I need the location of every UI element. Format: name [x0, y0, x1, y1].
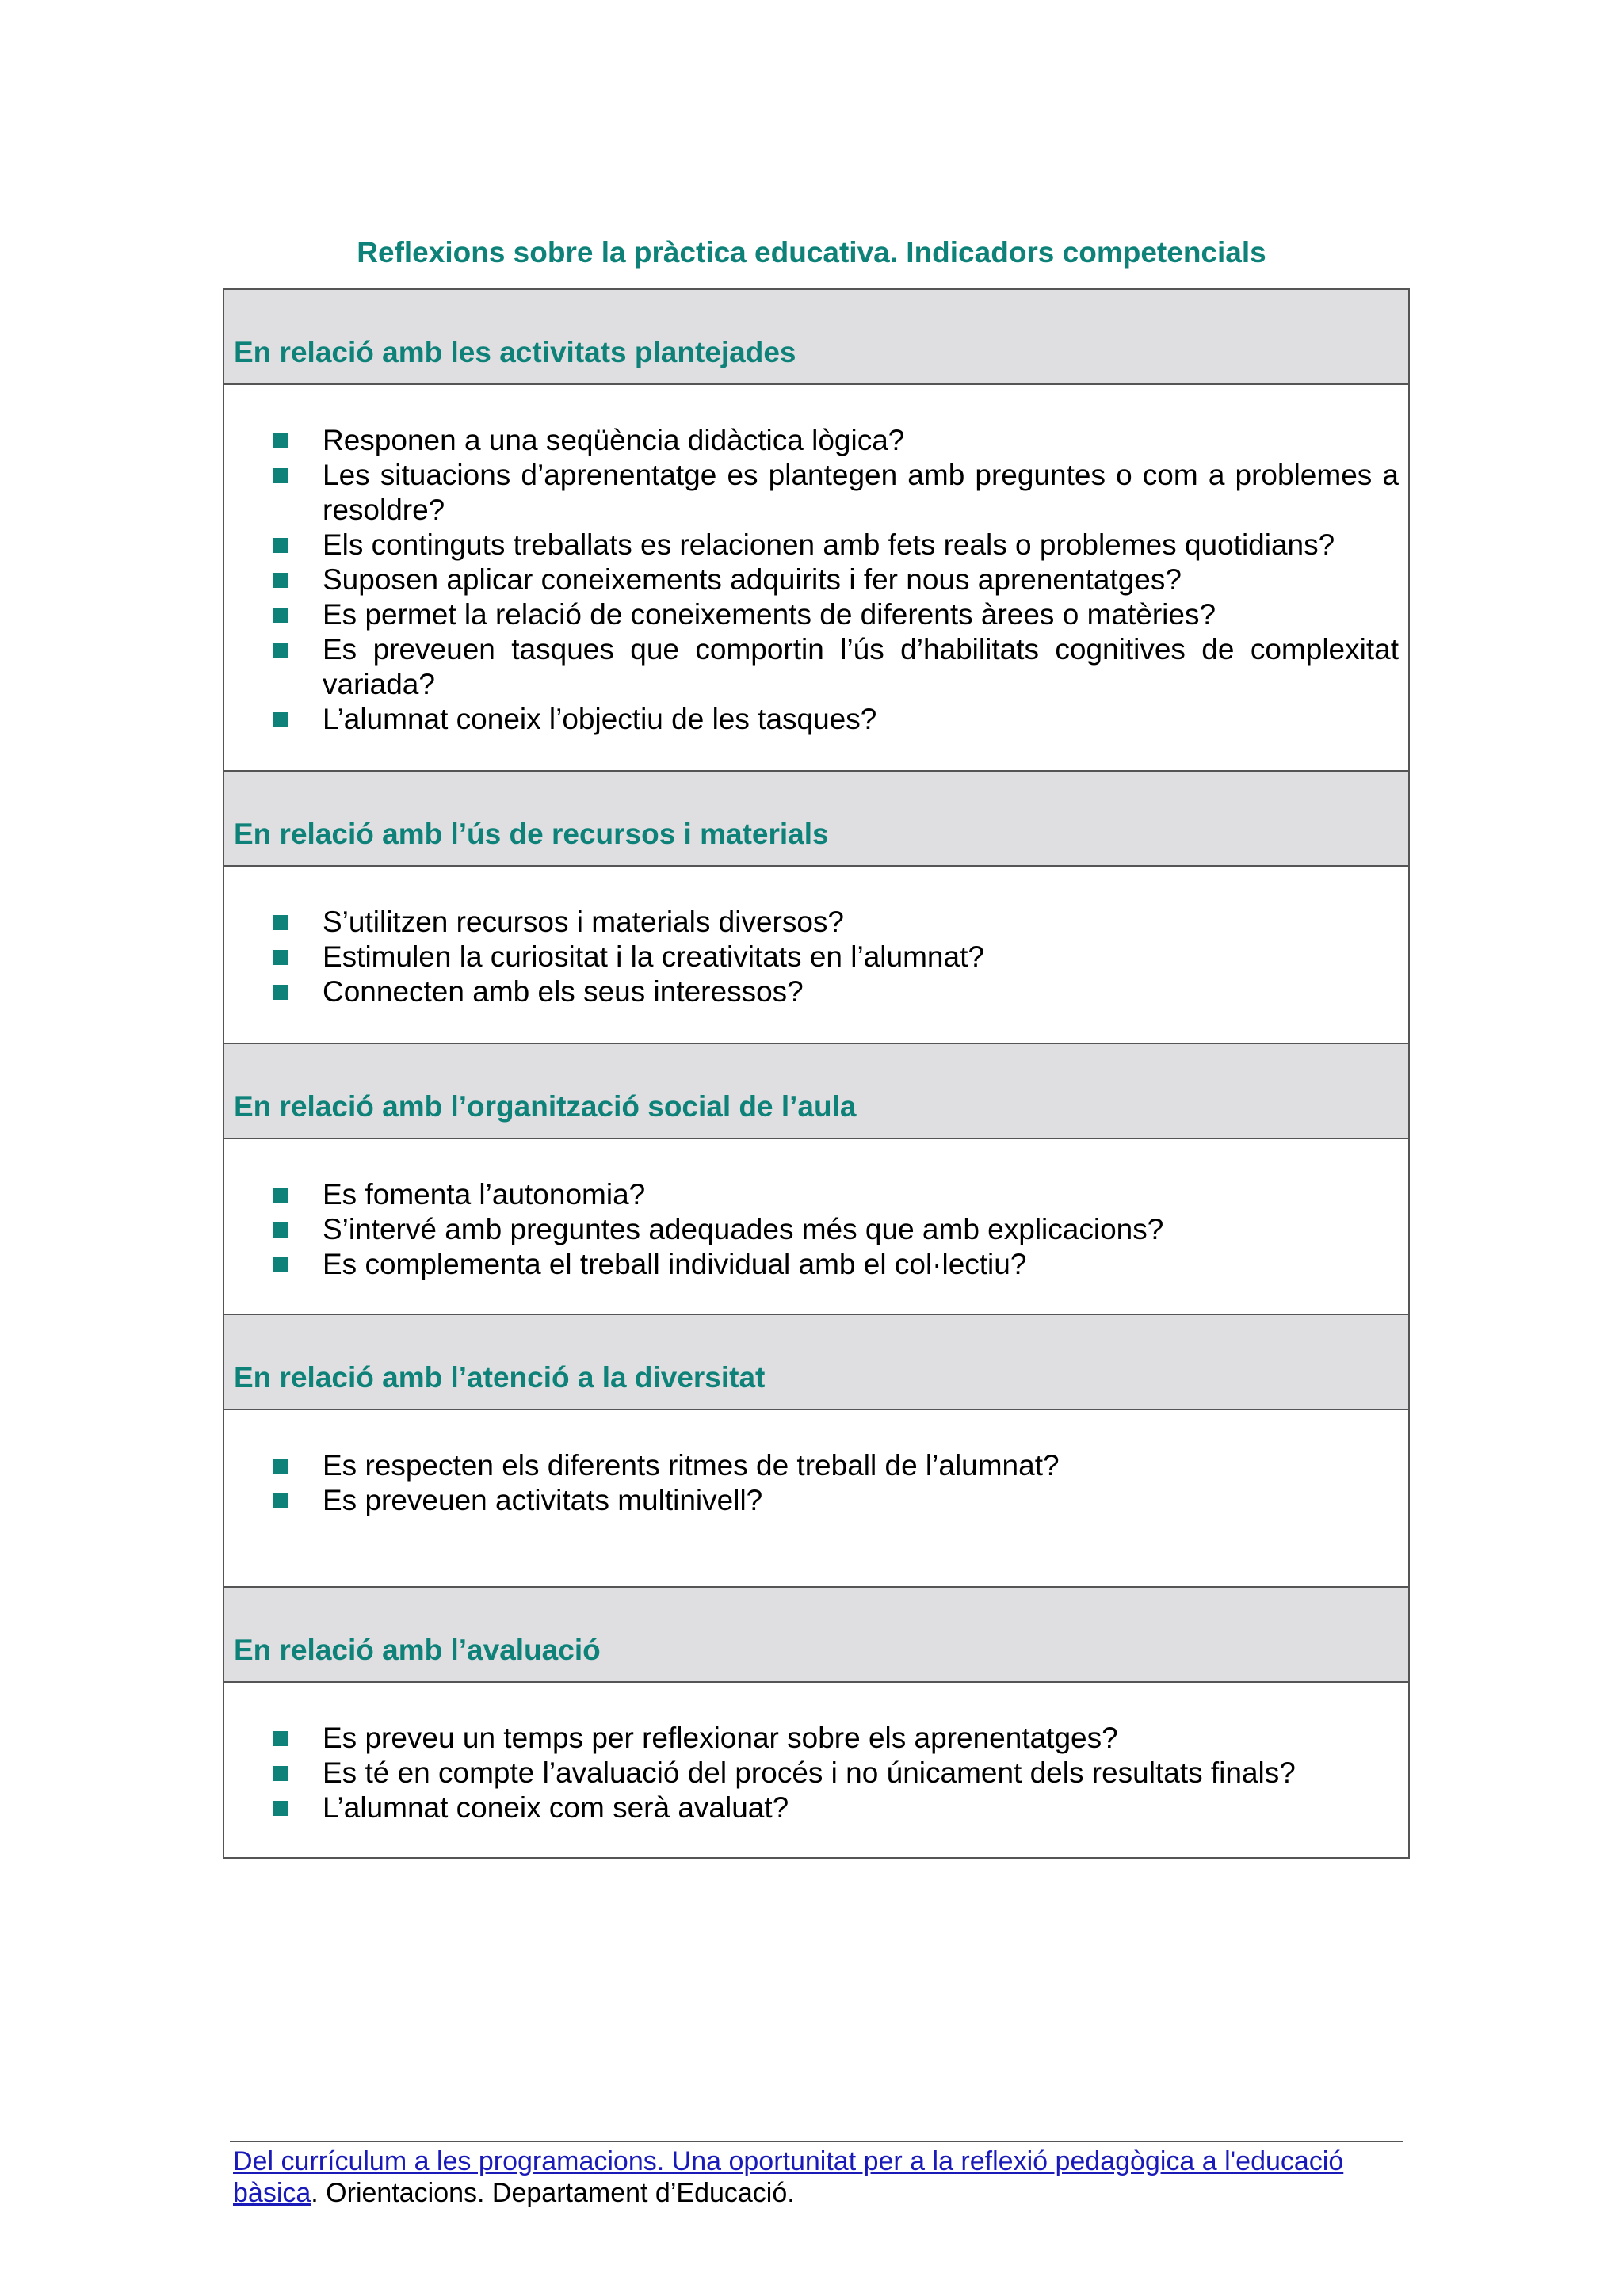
list-item — [224, 905, 1399, 940]
item-text: Connecten amb els seus interessos? — [323, 975, 804, 1008]
item-text: Es fomenta l’autonomia? — [323, 1178, 646, 1211]
list-item — [224, 597, 1399, 632]
item-text: S’utilitzen recursos i materials diversos? — [323, 906, 845, 938]
list-item — [224, 1483, 1399, 1518]
list-item — [224, 974, 1399, 1009]
item-text: L’alumnat coneix l’objectiu de les tasques? — [323, 703, 877, 735]
list-item — [224, 563, 1399, 597]
square-bullet-icon — [273, 573, 288, 588]
section-heading-diversitat: En relació amb l’atenció a la diversitat — [224, 1315, 1408, 1410]
item-text: L’alumnat coneix com serà avaluat? — [323, 1791, 789, 1824]
square-bullet-icon — [273, 1459, 288, 1474]
indicator-list — [224, 1448, 1399, 1518]
section-body-organitzacio — [224, 1139, 1408, 1315]
list-item — [224, 940, 1399, 974]
square-bullet-icon — [273, 950, 288, 965]
footer-link[interactable]: Del currículum a les programacions. Una oportunitat per a la reflexió pedagògica a l'educació bàsica — [233, 2146, 1344, 2208]
square-bullet-icon — [273, 712, 288, 727]
indicator-list — [224, 905, 1399, 1009]
footer-suffix: . Orientacions. Departament d’Educació. — [311, 2178, 795, 2208]
square-bullet-icon — [273, 985, 288, 1000]
item-text: Suposen aplicar coneixements adquirits i fer nous aprenentatges? — [323, 563, 1182, 596]
list-item — [224, 1177, 1399, 1212]
item-text: Responen a una seqüència didàctica lògica? — [323, 424, 905, 456]
list-item — [224, 458, 1399, 528]
list-item — [224, 423, 1399, 458]
square-bullet-icon — [273, 1493, 288, 1508]
list-item — [224, 1212, 1399, 1247]
list-item — [224, 1756, 1399, 1791]
item-text: Es preveuen tasques que comportin l’ús d’habilitats cognitives de complexitat variada? — [323, 633, 1399, 700]
list-item — [224, 702, 1399, 737]
item-text: Es respecten els diferents ritmes de treball de l’alumnat? — [323, 1449, 1060, 1482]
list-item — [224, 1448, 1399, 1483]
indicator-list — [224, 1721, 1399, 1825]
square-bullet-icon — [273, 1801, 288, 1816]
item-text: Es preveu un temps per reflexionar sobre els aprenentatges? — [323, 1722, 1118, 1754]
item-text: Els continguts treballats es relacionen amb fets reals o problemes quotidians? — [323, 528, 1335, 561]
indicator-list — [224, 1177, 1399, 1282]
square-bullet-icon — [273, 433, 288, 448]
section-heading-organitzacio: En relació amb l’organització social de l’aula — [224, 1044, 1408, 1139]
item-text: Les situacions d’aprenentatge es plantegen amb preguntes o com a problemes a resoldre? — [323, 459, 1399, 526]
list-item — [224, 1721, 1399, 1756]
list-item — [224, 1247, 1399, 1282]
section-body-diversitat — [224, 1410, 1408, 1588]
square-bullet-icon — [273, 1731, 288, 1746]
item-text: Es preveuen activitats multinivell? — [323, 1484, 763, 1516]
square-bullet-icon — [273, 1257, 288, 1272]
item-text: Es permet la relació de coneixements de diferents àrees o matèries? — [323, 598, 1216, 631]
square-bullet-icon — [273, 1188, 288, 1203]
section-body-recursos — [224, 867, 1408, 1044]
section-heading-recursos: En relació amb l’ús de recursos i materials — [224, 772, 1408, 867]
item-text: S’intervé amb preguntes adequades més que amb explicacions? — [323, 1213, 1164, 1245]
square-bullet-icon — [273, 608, 288, 623]
page-title: Reflexions sobre la pràctica educativa. Indicadors competencials — [357, 236, 1266, 269]
section-heading-avaluacio: En relació amb l’avaluació — [224, 1588, 1408, 1683]
list-item — [224, 528, 1399, 563]
item-text: Estimulen la curiositat i la creativitats en l’alumnat? — [323, 940, 984, 973]
indicators-table — [223, 288, 1410, 1859]
list-item — [224, 632, 1399, 702]
footer-citation — [233, 2145, 1398, 2209]
list-item — [224, 1791, 1399, 1825]
square-bullet-icon — [273, 643, 288, 658]
item-text: Es complementa el treball individual amb el col·lectiu? — [323, 1248, 1027, 1280]
indicator-list — [224, 423, 1399, 737]
square-bullet-icon — [273, 1766, 288, 1781]
item-text: Es té en compte l’avaluació del procés i no únicament dels resultats finals? — [323, 1756, 1296, 1789]
footer-divider — [230, 2141, 1403, 2142]
square-bullet-icon — [273, 915, 288, 930]
section-heading-activitats: En relació amb les activitats plantejades — [224, 290, 1408, 385]
section-body-avaluacio — [224, 1683, 1408, 1857]
section-body-activitats — [224, 385, 1408, 772]
square-bullet-icon — [273, 468, 288, 483]
square-bullet-icon — [273, 1222, 288, 1238]
square-bullet-icon — [273, 538, 288, 553]
